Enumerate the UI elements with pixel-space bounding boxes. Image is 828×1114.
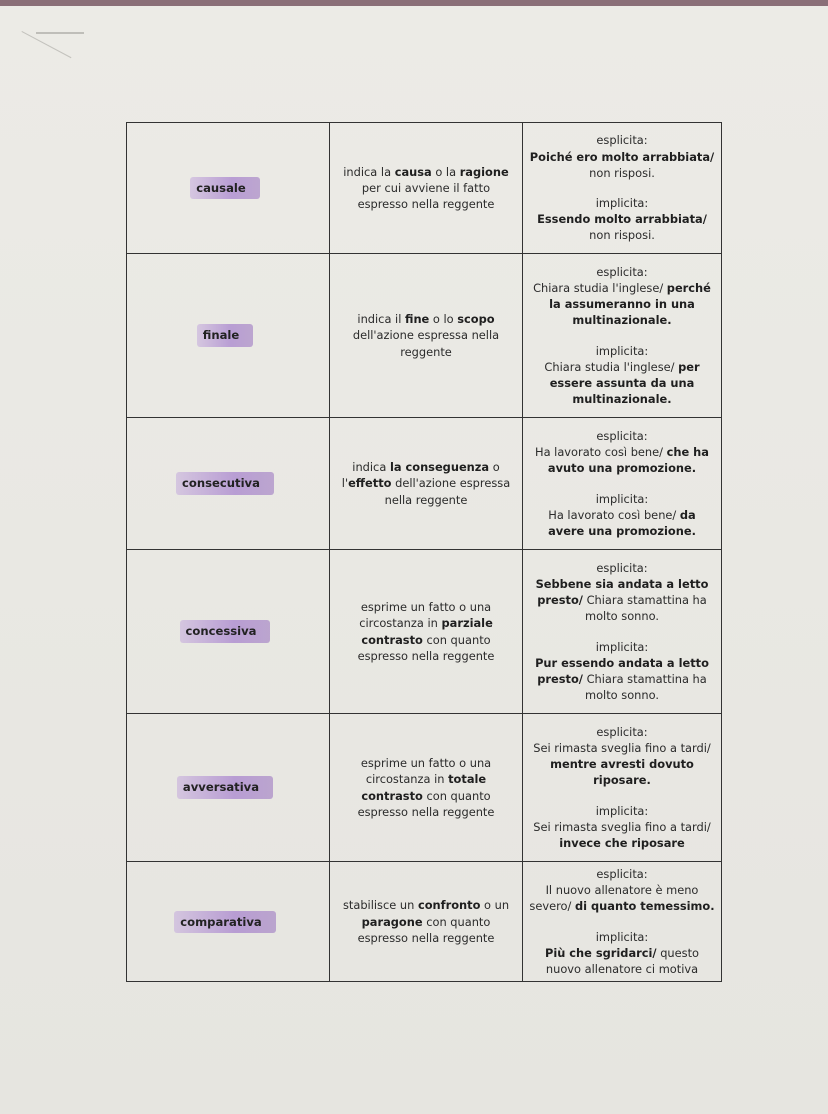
clause-description [336,459,516,508]
highlighted-clause-name: comparativa [174,911,275,933]
clause-description [336,755,516,820]
text-run: non risposi. [589,228,655,243]
bold-text-run: invece che riposare [559,836,685,850]
text-run: Chiara stamattina ha molto sonno. [582,593,707,624]
explicit-label: esplicita: [596,133,648,148]
text-run: stabilisce un [342,898,418,913]
bold-text-run: ragione [459,164,509,179]
table-row [127,418,722,550]
clause-examples-cell [523,418,722,550]
implicit-example [529,211,715,243]
bold-text-run: paragone [361,914,423,929]
bold-text-run: per essere assunta da una multinazionale. [549,359,700,407]
text-run: indica la [343,164,395,179]
text-run: esprime un fatto o una circostanza in [360,756,492,787]
highlighted-clause-name: causale [190,177,260,199]
clause-description-cell [330,550,523,714]
text-run: Ha lavorato così bene/ [548,507,680,522]
clause-description-cell [330,418,523,550]
implicit-label: implicita: [595,803,649,818]
bold-text-run: parziale contrasto [361,616,493,647]
bold-text-run: Pur essendo andata a letto presto/ [535,655,709,686]
bold-text-run: Essendo molto arrabbiata/ [537,212,707,227]
text-run: o lo [429,312,458,327]
clause-name-cell [127,550,330,714]
example-spacer [529,329,715,343]
explicit-example [529,576,715,625]
highlighted-clause-name: concessiva [180,620,271,642]
text-run: o l' [341,460,500,491]
explicit-label: esplicita: [596,428,648,443]
text-run: con quanto espresso nella reggente [357,788,495,819]
implicit-example [529,359,715,408]
implicit-label: implicita: [595,639,649,654]
text-run: o un [480,898,510,913]
table-row [127,550,722,714]
clause-description-cell [330,862,523,982]
bold-text-run: Poiché ero molto arrabbiata/ [529,149,715,164]
text-run: esprime un fatto o una circostanza in [359,600,492,631]
bold-text-run: Più che sgridarci/ [544,945,657,960]
bold-text-run: perché la assumeranno in una multinazionale. [549,280,711,328]
text-run: con quanto espresso nella reggente [357,914,495,945]
text-run: Chiara studia l'inglese/ [544,359,679,374]
explicit-example [529,882,715,914]
explicit-label: esplicita: [596,264,648,279]
explicit-example [529,149,715,181]
bold-text-run: che ha avuto una promozione. [547,445,709,476]
clause-description [336,897,516,946]
clause-description-cell [330,123,523,254]
implicit-example [529,819,715,851]
bold-text-run: di quanto temessimo. [574,899,715,914]
text-run: indica il [357,312,405,327]
text-run: Il nuovo allenatore è meno severo/ [529,883,699,914]
bold-text-run: totale contrasto [361,772,487,803]
highlighted-clause-name: consecutiva [176,472,274,494]
text-run: indica [352,460,390,475]
bold-text-run: confronto [417,898,481,913]
table-row [127,714,722,862]
clause-description [336,164,516,213]
highlighted-clause-name: finale [197,324,254,346]
explicit-example [529,740,715,789]
bold-text-run: mentre avresti dovuto riposare. [550,757,694,788]
example-spacer [529,915,715,929]
bold-text-run: la conseguenza [389,460,490,475]
text-run: Ha lavorato così bene/ [535,445,667,460]
table-row [127,123,722,254]
bold-text-run: fine [405,312,430,327]
example-spacer [529,789,715,803]
implicit-label: implicita: [595,491,649,506]
clause-examples-cell [523,123,722,254]
text-run: non risposi. [589,165,655,180]
pencil-mark [36,32,84,34]
implicit-example [529,655,715,704]
implicit-example [529,945,715,977]
paper-crease [5,31,72,90]
clause-description [336,599,516,664]
explicit-label: esplicita: [596,560,648,575]
clause-description-cell [330,254,523,418]
text-run: o la [431,164,460,179]
explicit-example [529,280,715,329]
clause-description-cell [330,714,523,862]
text-run: Sei rimasta sveglia fino a tardi/ [533,740,711,755]
text-run: con quanto espresso nella reggente [357,632,495,663]
clause-name-cell [127,862,330,982]
clause-examples-cell [523,714,722,862]
table-row [127,862,722,982]
implicit-label: implicita: [595,196,649,210]
highlighted-clause-name: avversativa [177,776,273,798]
text-run: Chiara studia l'inglese/ [533,280,667,295]
example-spacer [529,181,715,195]
text-run: dell'azione espressa nella reggente [384,476,511,507]
bold-text-run: scopo [457,312,495,327]
table-row [127,254,722,418]
implicit-label: implicita: [595,343,649,358]
paper-sheet [0,6,828,1114]
explicit-example [529,444,715,476]
bold-text-run: da avere una promozione. [548,507,696,538]
implicit-label: implicita: [595,929,649,944]
clause-examples-cell [523,862,722,982]
explicit-label: esplicita: [596,724,648,739]
bold-text-run: causa [394,164,432,179]
clause-name-cell [127,714,330,862]
bold-text-run: effetto [348,476,392,491]
clause-name-cell [127,123,330,254]
text-run: Chiara stamattina ha molto sonno. [582,671,707,703]
clause-examples-cell [523,254,722,418]
clause-examples-cell [523,550,722,714]
clause-description [336,311,516,360]
text-run: per cui avviene il fatto espresso nella reggente [357,180,495,212]
example-spacer [529,477,715,491]
text-run: Sei rimasta sveglia fino a tardi/ [533,819,711,834]
bold-text-run: Sebbene sia andata a letto presto/ [535,576,709,608]
text-run: questo nuovo allenatore ci motiva [545,945,700,977]
implicit-example [529,507,715,539]
explicit-label: esplicita: [596,867,648,881]
example-spacer [529,625,715,639]
text-run: dell'azione espressa nella reggente [352,328,500,359]
clause-name-cell [127,254,330,418]
subordinate-clauses-table [126,122,722,982]
clause-name-cell [127,418,330,550]
